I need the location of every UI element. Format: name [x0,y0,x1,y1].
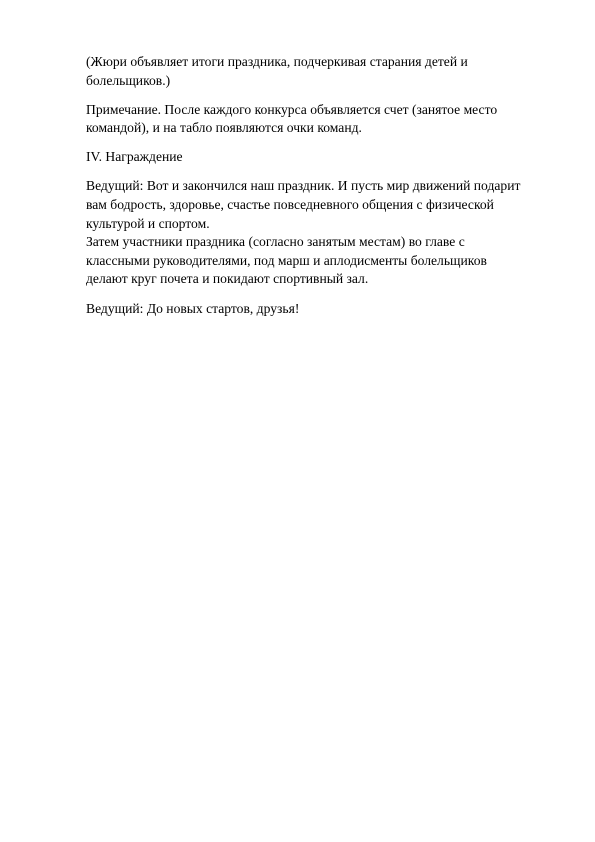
host-farewell-paragraph: Ведущий: До новых стартов, друзья! [86,300,300,316]
document-body [86,53,526,329]
section-heading: IV. Награждение [86,149,183,165]
jury-remark-paragraph: (Жюри объявляет итоги праздника, подчеркивая старания детей и болельщиков.) [86,54,468,88]
host-closing-paragraph: Ведущий: Вот и закончился наш праздник. И пусть мир движений подарит вам бодрость, здоровье, счастье повседневного общения с физической культурой и спортом. Затем участники праздника (согласно занятым местам) во главе с классными руководителями, под марш и аплодисменты болельщиков делают круг почета и покидают спортивный зал. [86,178,521,287]
note-paragraph: Примечание. После каждого конкурса объявляется счет (занятое место командой), и на табло появляются очки команд. [86,101,498,136]
